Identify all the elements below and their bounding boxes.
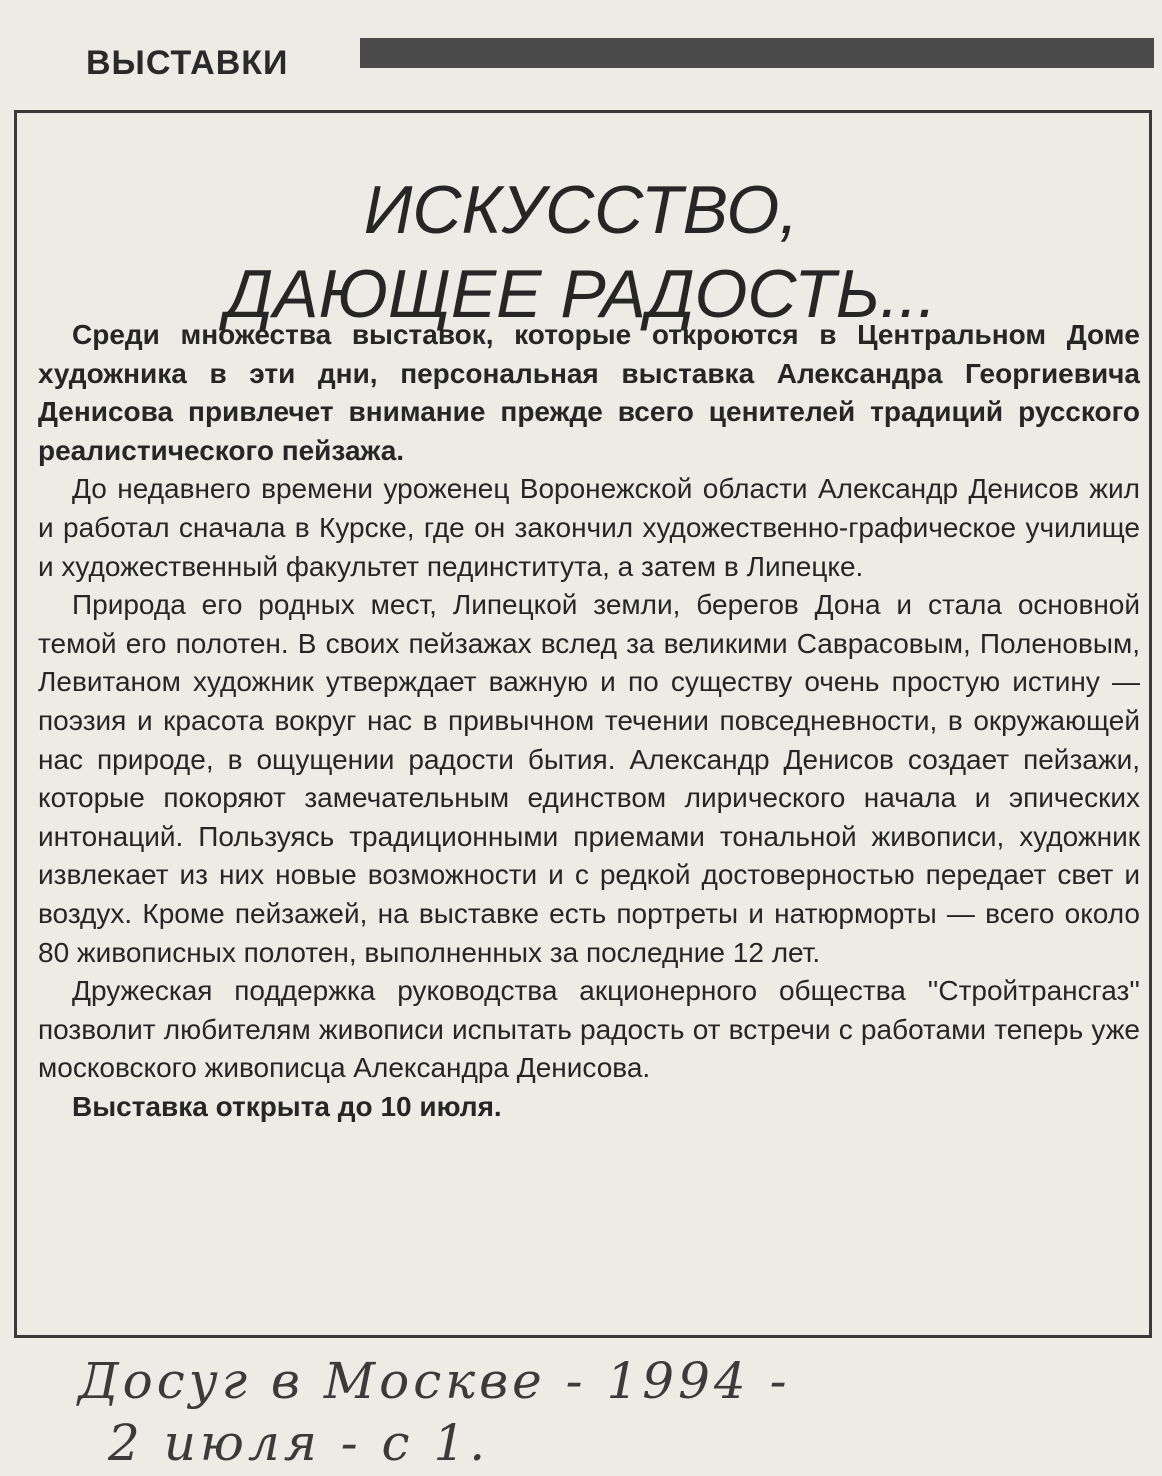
article-body (38, 316, 1140, 1126)
handwritten-source-note (78, 1350, 1138, 1474)
article-title-line-1: ИСКУССТВО, (363, 172, 799, 248)
handwritten-line-1: Досуг в Москве - 1994 - (78, 1352, 791, 1410)
article-paragraph-2: Природа его родных мест, Липецкой земли, берегов Дона и стала основной темой его полотен. В своих пейзажах вслед за великими Саврасовым, Поленовым, Левитаном художник утверждает важную и по существу очень простую истину — поэзия и красота вокруг нас в привычном течении повседневности, в окружающей нас природе, в ощущении радости бытия. Александр Денисов создает пейзажи, которые покоряют замечательным единством лирического начала и эпических интонаций. Пользуясь традиционными приемами тональной живописи, художник извлекает из них новые возможности и с редкой достоверностью передает свет и воздух. Кроме пейзажей, на выставке есть портреты и натюрморты — всего около 80 живописных полотен, выполненных за последние 12 лет. (38, 589, 1140, 968)
article-title-line-2: ДАЮЩЕЕ РАДОСТЬ... (225, 256, 937, 332)
section-label: ВЫСТАВКИ (86, 44, 289, 82)
handwritten-line-2: 2 июля - с 1. (108, 1414, 490, 1472)
article-title (0, 168, 1162, 336)
article-paragraph-1: До недавнего времени уроженец Воронежской области Александр Денисов жил и работал сначала в Курске, где он закончил художественно-графическое училище и художественный факультет пединститута, а затем в Липецке. (38, 473, 1140, 582)
article-lead: Среди множества выставок, которые откроются в Центральном Доме художника в эти дни, персональная выставка Александра Георгиевича Денисова привлечет внимание прежде всего ценителей традиций русского реалистического пейзажа. (38, 319, 1140, 466)
section-header-bar (360, 38, 1154, 68)
article-paragraph-3: Дружеская поддержка руководства акционерного общества ''Стройтрансгаз'' позволит любителям живописи испытать радость от встречи с работами теперь уже московского живописца Александра Денисова. (38, 975, 1140, 1084)
article-closing: Выставка открыта до 10 июля. (72, 1090, 502, 1122)
